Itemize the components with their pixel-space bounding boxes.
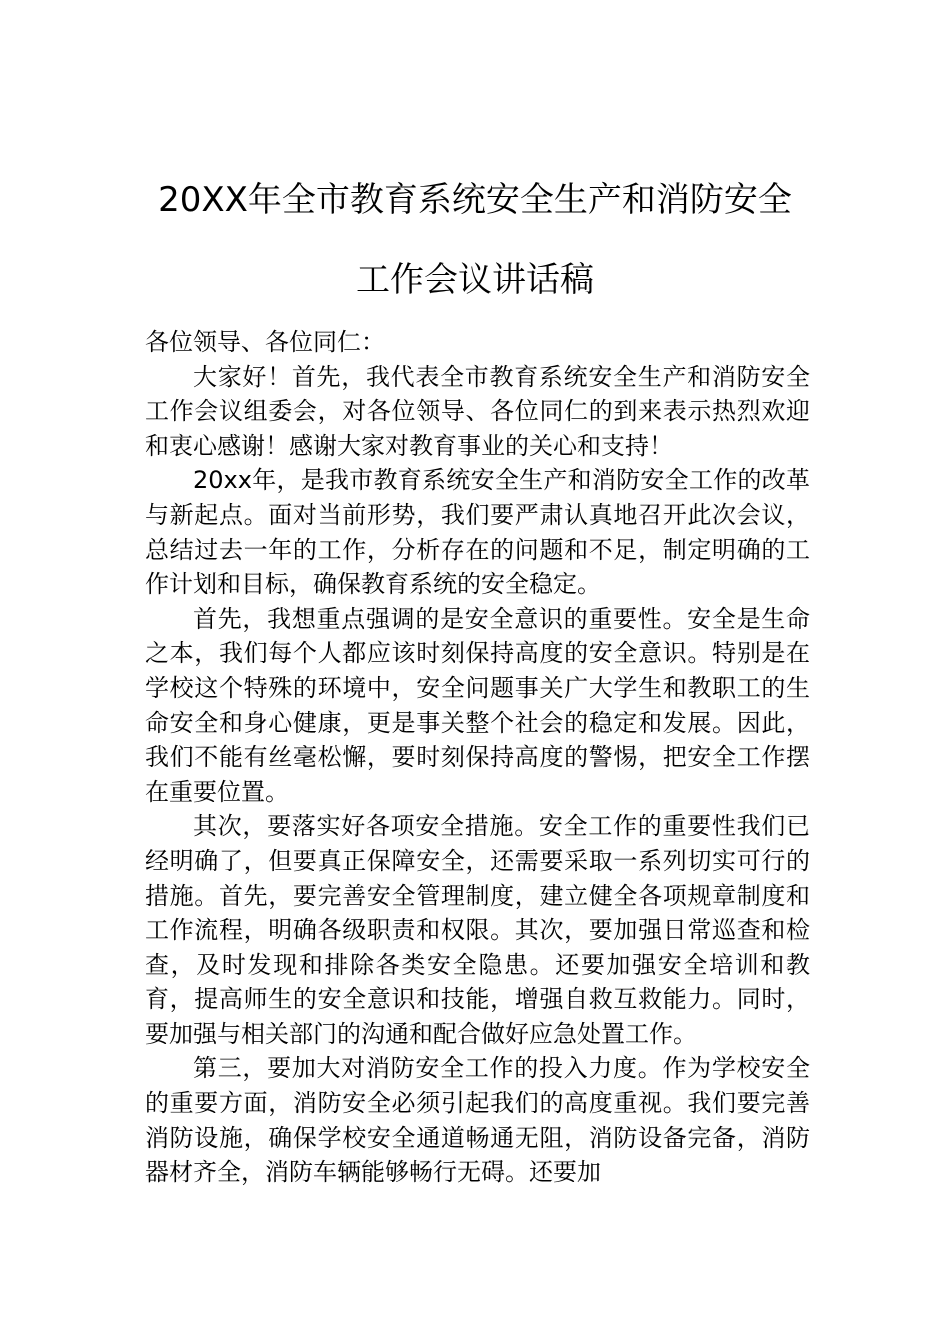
- document-title: [120, 160, 830, 320]
- paragraph-1: 大家好！首先，我代表全市教育系统安全生产和消防安全工作会议组委会，对各位领导、各位同仁的到来表示热烈欢迎和衷心感谢！感谢大家对教育事业的关心和支持！: [145, 362, 810, 460]
- salutation: 各位领导、各位同仁：: [145, 328, 385, 356]
- paragraph-4: 其次，要落实好各项安全措施。安全工作的重要性我们已经明确了，但要真正保障安全，还需要采取一系列切实可行的措施。首先，要完善安全管理制度，建立健全各项规章制度和工作流程，明确各级职责和权限。其次，要加强日常巡查和检查，及时发现和排除各类安全隐患。还要加强安全培训和教育，提高师生的安全意识和技能，增强自救互救能力。同时，要加强与相关部门的沟通和配合做好应急处置工作。: [145, 812, 810, 1048]
- paragraph-5: 第三，要加大对消防安全工作的投入力度。作为学校安全的重要方面，消防安全必须引起我们的高度重视。我们要完善消防设施，确保学校安全通道畅通无阻，消防设备完备，消防器材齐全，消防车辆能够畅行无碍。还要加: [145, 1054, 810, 1187]
- title-line-1: 20XX年全市教育系统安全生产和消防安全: [158, 180, 792, 220]
- paragraph-3: 首先，我想重点强调的是安全意识的重要性。安全是生命之本，我们每个人都应该时刻保持高度的安全意识。特别是在学校这个特殊的环境中，安全问题事关广大学生和教职工的生命安全和身心健康，更是事关整个社会的稳定和发展。因此，我们不能有丝毫松懈，要时刻保持高度的警惕，把安全工作摆在重要位置。: [145, 604, 810, 806]
- paragraph-2: 20xx年，是我市教育系统安全生产和消防安全工作的改革与新起点。面对当前形势，我们要严肃认真地召开此次会议，总结过去一年的工作，分析存在的问题和不足，制定明确的工作计划和目标，确保教育系统的安全稳定。: [145, 466, 810, 599]
- document-body: [145, 325, 810, 1190]
- title-line-2: 工作会议讲话稿: [356, 260, 594, 300]
